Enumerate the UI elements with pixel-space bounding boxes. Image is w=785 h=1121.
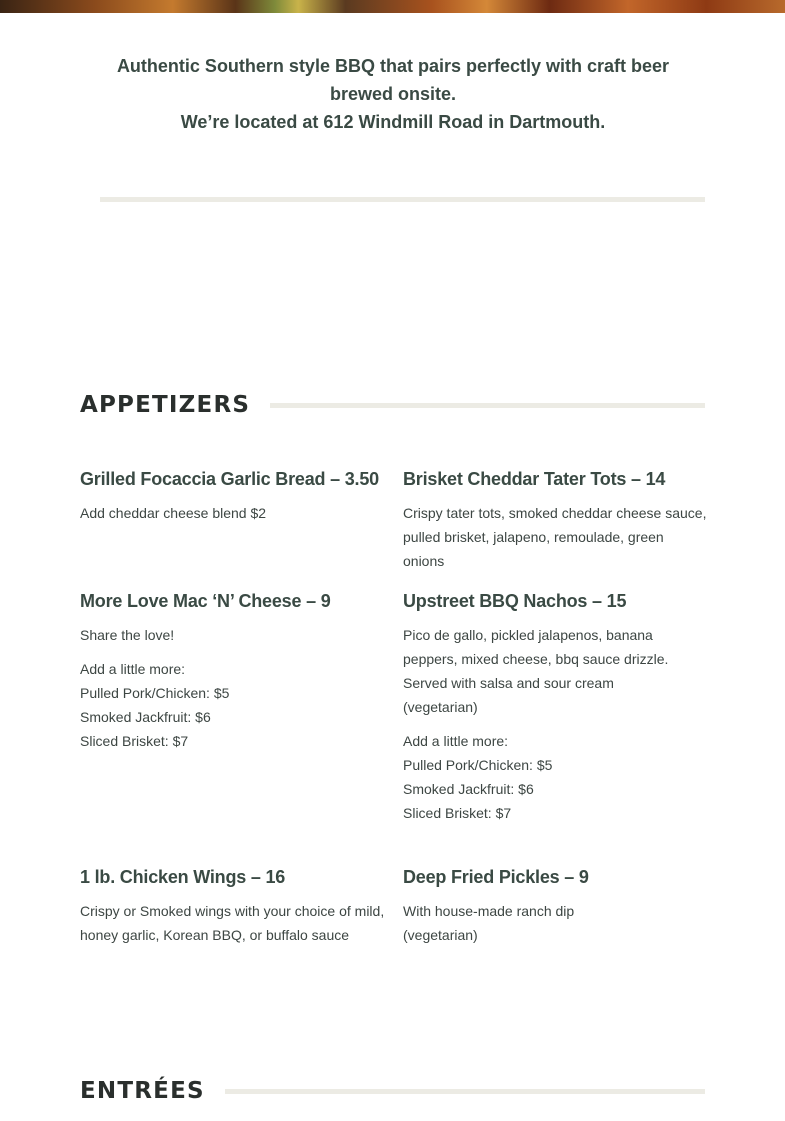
- menu-item-addons: Add a little more: Pulled Pork/Chicken: $5 Smoked Jackfruit: $6 Sliced Brisket: $7: [403, 733, 553, 821]
- menu-item-addons: Add a little more: Pulled Pork/Chicken: $5 Smoked Jackfruit: $6 Sliced Brisket: $7: [80, 661, 230, 749]
- divider: [100, 197, 705, 202]
- intro-location: We’re located at 612 Windmill Road in Dartmouth.: [180, 112, 606, 132]
- menu-item-title: Grilled Focaccia Garlic Bread – 3.50: [80, 469, 379, 489]
- menu-item-description: With house-made ranch dip (vegetarian): [403, 903, 575, 943]
- menu-item-tater-tots: [403, 467, 708, 573]
- intro-tagline: Authentic Southern style BBQ that pairs perfectly with craft beer brewed onsite.: [116, 56, 670, 104]
- entrees-heading: [80, 1076, 705, 1106]
- menu-item-description: Share the love!: [80, 627, 175, 643]
- menu-item-title: 1 lb. Chicken Wings – 16: [80, 867, 286, 887]
- menu-item-nachos: [403, 589, 708, 825]
- intro-text: [100, 52, 686, 136]
- menu-item-title: Upstreet BBQ Nachos – 15: [403, 591, 627, 611]
- menu-item-description: Pico de gallo, pickled jalapenos, banana peppers, mixed cheese, bbq sauce drizzle. Served with salsa and sour cream (vegetarian): [403, 627, 669, 715]
- menu-item-title: More Love Mac ‘N’ Cheese – 9: [80, 591, 331, 611]
- menu-item-mac-cheese: [80, 589, 385, 753]
- section-title-appetizers: APPETIZERS: [80, 392, 251, 418]
- menu-item-description: Crispy tater tots, smoked cheddar cheese sauce, pulled brisket, jalapeno, remoulade, green onions: [403, 505, 707, 569]
- section-rule: [225, 1089, 705, 1094]
- menu-item-title: Brisket Cheddar Tater Tots – 14: [403, 469, 666, 489]
- menu-item-title: Deep Fried Pickles – 9: [403, 867, 589, 887]
- menu-item-garlic-bread: [80, 467, 385, 525]
- menu-item-description: Add cheddar cheese blend $2: [80, 505, 267, 521]
- section-title-entrees: ENTRÉES: [80, 1078, 205, 1104]
- menu-item-fried-pickles: [403, 865, 708, 947]
- appetizers-heading: [80, 390, 705, 420]
- menu-item-description: Crispy or Smoked wings with your choice of mild, honey garlic, Korean BBQ, or buffalo sauce: [80, 903, 385, 943]
- menu-item-chicken-wings: [80, 865, 385, 947]
- hero-image: [0, 0, 785, 13]
- section-rule: [270, 403, 705, 408]
